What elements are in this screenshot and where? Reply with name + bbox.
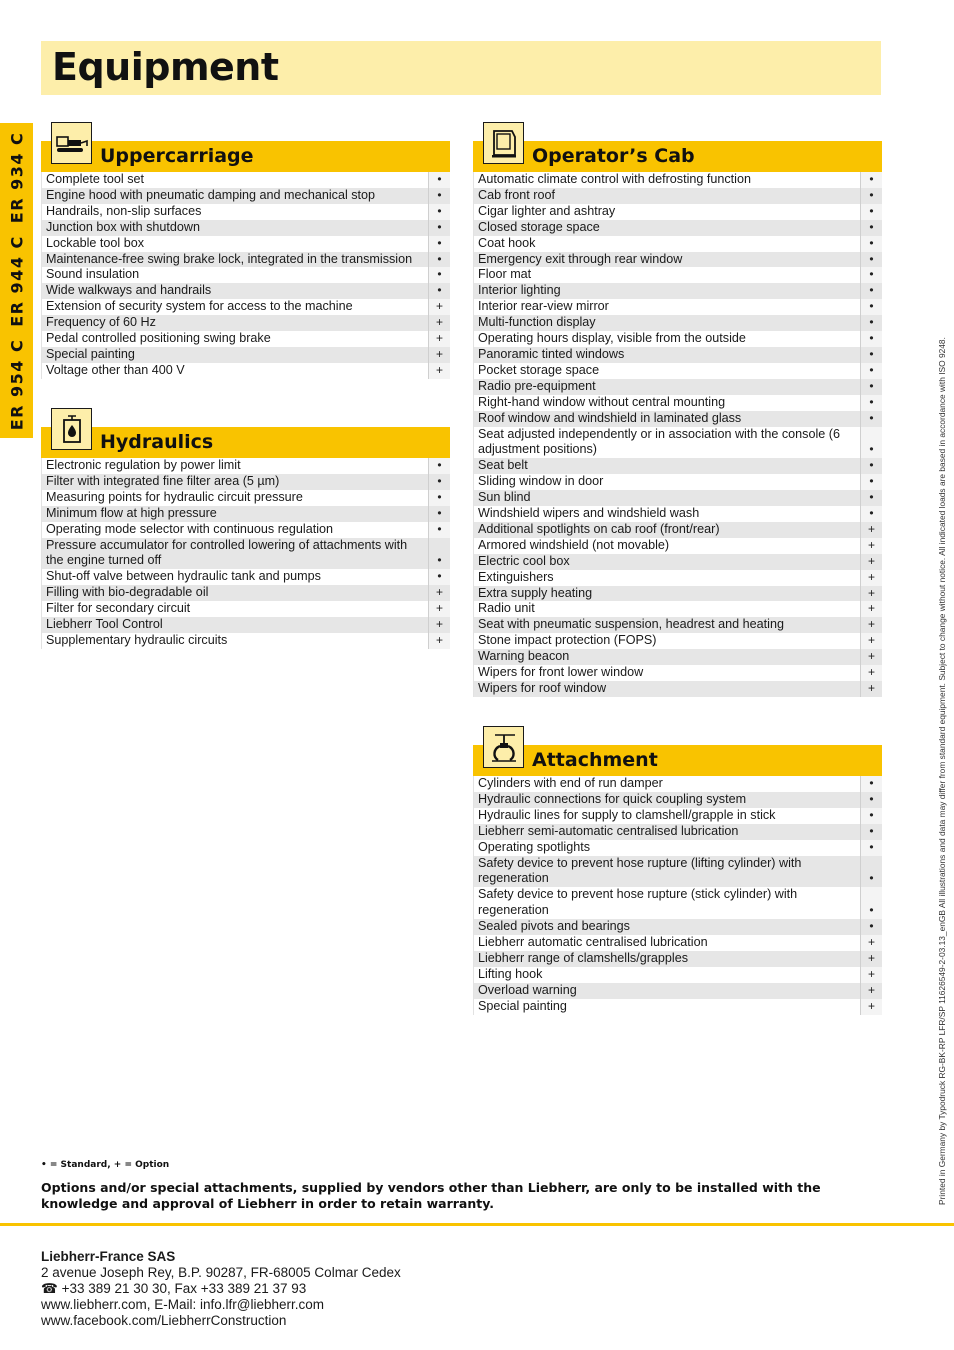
availability-mark: + bbox=[860, 586, 882, 602]
equipment-row bbox=[474, 824, 882, 840]
page-title: Equipment bbox=[52, 45, 279, 89]
cab-icon bbox=[483, 122, 524, 164]
equipment-item: Emergency exit through rear window bbox=[478, 251, 683, 266]
equipment-item: Interior rear-view mirror bbox=[478, 299, 609, 314]
attachment-section bbox=[473, 745, 882, 1015]
equipment-row bbox=[474, 792, 882, 808]
availability-mark: + bbox=[428, 315, 450, 331]
availability-mark: • bbox=[860, 267, 882, 283]
equipment-item: Floor mat bbox=[478, 267, 532, 282]
equipment-row bbox=[474, 538, 882, 554]
equipment-item: Handrails, non-slip surfaces bbox=[46, 203, 202, 218]
equipment-row bbox=[42, 204, 450, 220]
equipment-row bbox=[474, 347, 882, 363]
availability-mark: + bbox=[860, 554, 882, 570]
availability-mark: • bbox=[860, 395, 882, 411]
availability-mark: • bbox=[860, 252, 882, 268]
oil-tank-icon bbox=[51, 408, 92, 450]
model-label: ER 944 C bbox=[7, 234, 26, 327]
equipment-item: Liebherr automatic centralised lubrication bbox=[478, 935, 708, 950]
equipment-item: Sun blind bbox=[478, 490, 531, 505]
equipment-item: Extinguishers bbox=[478, 569, 554, 584]
equipment-item: Multi-function display bbox=[478, 315, 596, 330]
cab-list bbox=[473, 172, 882, 697]
availability-mark: • bbox=[860, 856, 882, 888]
availability-mark: + bbox=[428, 633, 450, 649]
availability-mark: • bbox=[428, 252, 450, 268]
availability-mark: • bbox=[428, 522, 450, 538]
model-label: ER 954 C bbox=[7, 338, 26, 430]
availability-mark: + bbox=[860, 935, 882, 951]
equipment-item: Wide walkways and handrails bbox=[46, 283, 212, 298]
equipment-row bbox=[474, 840, 882, 856]
equipment-item: Cab front roof bbox=[478, 187, 556, 202]
availability-mark: • bbox=[428, 172, 450, 188]
equipment-item: Special painting bbox=[46, 346, 135, 361]
equipment-row bbox=[474, 379, 882, 395]
equipment-item: Safety device to prevent hose rupture (stick cylinder) with regeneration bbox=[478, 887, 798, 918]
equipment-item: Sound insulation bbox=[46, 267, 140, 282]
availability-mark: + bbox=[428, 617, 450, 633]
availability-mark: • bbox=[428, 458, 450, 474]
equipment-row bbox=[474, 283, 882, 299]
equipment-item: Junction box with shutdown bbox=[46, 219, 201, 234]
equipment-row bbox=[474, 236, 882, 252]
equipment-item: Filling with bio-degradable oil bbox=[46, 585, 209, 600]
section-title: Operator’s Cab bbox=[532, 145, 695, 167]
equipment-row bbox=[474, 220, 882, 236]
equipment-row bbox=[42, 522, 450, 538]
equipment-row bbox=[42, 299, 450, 315]
availability-mark: + bbox=[860, 538, 882, 554]
equipment-item: Wipers for roof window bbox=[478, 681, 607, 695]
equipment-row bbox=[474, 204, 882, 220]
equipment-item: Panoramic tinted windows bbox=[478, 346, 625, 361]
equipment-item: Minimum flow at high pressure bbox=[46, 505, 217, 520]
equipment-item: Liebherr Tool Control bbox=[46, 617, 163, 632]
equipment-row bbox=[474, 395, 882, 411]
equipment-row bbox=[42, 188, 450, 204]
equipment-row bbox=[42, 220, 450, 236]
equipment-item: Wipers for front lower window bbox=[478, 665, 644, 680]
equipment-item: Warning beacon bbox=[478, 649, 570, 664]
availability-mark: • bbox=[428, 204, 450, 220]
availability-mark: + bbox=[860, 617, 882, 633]
availability-mark: • bbox=[860, 315, 882, 331]
equipment-item: Complete tool set bbox=[46, 172, 145, 186]
availability-mark: • bbox=[860, 824, 882, 840]
equipment-item: Windshield wipers and windshield wash bbox=[478, 506, 700, 521]
equipment-item: Pressure accumulator for controlled lowering of attachments with the engine turned off bbox=[46, 537, 408, 568]
equipment-row bbox=[42, 490, 450, 506]
equipment-row bbox=[474, 299, 882, 315]
availability-mark: • bbox=[428, 283, 450, 299]
availability-mark: • bbox=[428, 538, 450, 570]
availability-mark: + bbox=[860, 649, 882, 665]
equipment-item: Cigar lighter and ashtray bbox=[478, 203, 616, 218]
equipment-row bbox=[474, 474, 882, 490]
availability-mark: • bbox=[860, 474, 882, 490]
equipment-item: Operating spotlights bbox=[478, 839, 591, 854]
availability-mark: + bbox=[860, 633, 882, 649]
excavator-icon bbox=[51, 122, 92, 164]
equipment-row bbox=[474, 522, 882, 538]
equipment-item: Filter with integrated fine filter area (5 µm) bbox=[46, 473, 280, 488]
availability-mark: • bbox=[860, 776, 882, 792]
availability-mark: + bbox=[860, 522, 882, 538]
availability-mark: + bbox=[428, 347, 450, 363]
footer-divider bbox=[0, 1223, 954, 1226]
equipment-row bbox=[474, 808, 882, 824]
equipment-row bbox=[474, 570, 882, 586]
equipment-row bbox=[42, 585, 450, 601]
print-note: Printed in Germany by Typodruck RG-BK-RP LFR/SP 11626549-2-03.13_enGB All illustrations and data may differ from standard equipment. Subject to change without notice. All indicated loads are based in accordance with ISO 9248. bbox=[937, 337, 947, 1205]
equipment-item: Sliding window in door bbox=[478, 474, 604, 489]
availability-mark: • bbox=[428, 188, 450, 204]
equipment-row bbox=[42, 538, 450, 570]
equipment-item: Automatic climate control with defrosting function bbox=[478, 172, 751, 186]
uppercarriage-list bbox=[41, 172, 450, 379]
availability-mark: • bbox=[860, 490, 882, 506]
equipment-row bbox=[474, 983, 882, 999]
equipment-row bbox=[42, 347, 450, 363]
availability-mark: • bbox=[428, 569, 450, 585]
equipment-row bbox=[474, 363, 882, 379]
availability-mark: + bbox=[428, 331, 450, 347]
company-name: Liebherr-France SAS bbox=[41, 1249, 176, 1264]
availability-mark: • bbox=[860, 887, 882, 919]
attachment-list bbox=[473, 776, 882, 1015]
equipment-item: Lifting hook bbox=[478, 966, 543, 981]
equipment-row bbox=[474, 267, 882, 283]
availability-mark: • bbox=[860, 172, 882, 188]
section-header bbox=[41, 141, 450, 172]
availability-mark: + bbox=[428, 585, 450, 601]
equipment-item: Seat adjusted independently or in association with the console (6 adjustment positions) bbox=[478, 426, 840, 457]
availability-mark: • bbox=[860, 919, 882, 935]
equipment-item: Radio pre-equipment bbox=[478, 378, 596, 393]
equipment-item: Overload warning bbox=[478, 982, 577, 997]
section-header bbox=[41, 427, 450, 458]
availability-mark: • bbox=[860, 283, 882, 299]
equipment-item: Right-hand window without central mounting bbox=[478, 394, 726, 409]
legend: • = Standard, + = Option bbox=[41, 1160, 170, 1170]
equipment-item: Measuring points for hydraulic circuit pressure bbox=[46, 489, 303, 504]
hydraulics-section bbox=[41, 427, 450, 649]
equipment-row bbox=[42, 363, 450, 379]
equipment-row bbox=[42, 172, 450, 188]
equipment-item: Cylinders with end of run damper bbox=[478, 776, 663, 790]
availability-mark: + bbox=[860, 999, 882, 1015]
availability-mark: • bbox=[860, 808, 882, 824]
street-address: 2 avenue Joseph Rey, B.P. 90287, FR-68005 Colmar Cedex bbox=[41, 1265, 401, 1280]
equipment-row bbox=[42, 474, 450, 490]
equipment-item: Hydraulic connections for quick coupling system bbox=[478, 791, 747, 806]
equipment-row bbox=[474, 951, 882, 967]
equipment-item: Radio unit bbox=[478, 601, 535, 616]
equipment-row bbox=[42, 315, 450, 331]
availability-mark: + bbox=[860, 951, 882, 967]
equipment-row bbox=[42, 617, 450, 633]
availability-mark: • bbox=[860, 204, 882, 220]
title-band bbox=[41, 41, 881, 95]
equipment-item: Electric cool box bbox=[478, 553, 570, 568]
equipment-row bbox=[474, 601, 882, 617]
equipment-item: Engine hood with pneumatic damping and mechanical stop bbox=[46, 187, 376, 202]
equipment-item: Lockable tool box bbox=[46, 235, 145, 250]
model-list bbox=[7, 125, 26, 436]
equipment-item: Extra supply heating bbox=[478, 585, 593, 600]
section-title: Hydraulics bbox=[100, 431, 214, 453]
equipment-item: Frequency of 60 Hz bbox=[46, 315, 156, 330]
equipment-item: Operating hours display, visible from the outside bbox=[478, 331, 746, 346]
equipment-item: Hydraulic lines for supply to clamshell/grapple in stick bbox=[478, 807, 776, 822]
availability-mark: • bbox=[860, 411, 882, 427]
availability-mark: • bbox=[860, 331, 882, 347]
availability-mark: + bbox=[860, 967, 882, 983]
equipment-item: Stone impact protection (FOPS) bbox=[478, 633, 657, 648]
availability-mark: • bbox=[860, 347, 882, 363]
equipment-row bbox=[474, 490, 882, 506]
equipment-row bbox=[474, 967, 882, 983]
equipment-row bbox=[474, 188, 882, 204]
availability-mark: + bbox=[428, 601, 450, 617]
availability-mark: • bbox=[860, 506, 882, 522]
availability-mark: • bbox=[860, 458, 882, 474]
availability-mark: • bbox=[860, 363, 882, 379]
availability-mark: + bbox=[428, 299, 450, 315]
equipment-row bbox=[474, 856, 882, 888]
equipment-row bbox=[42, 458, 450, 474]
equipment-row bbox=[474, 172, 882, 188]
equipment-row bbox=[474, 887, 882, 919]
equipment-row bbox=[42, 601, 450, 617]
equipment-item: Liebherr semi-automatic centralised lubrication bbox=[478, 823, 739, 838]
equipment-item: Roof window and windshield in laminated glass bbox=[478, 410, 742, 425]
equipment-item: Armored windshield (not movable) bbox=[478, 537, 670, 552]
equipment-row bbox=[474, 586, 882, 602]
grapple-icon bbox=[483, 726, 524, 768]
equipment-row bbox=[474, 665, 882, 681]
equipment-row bbox=[474, 315, 882, 331]
availability-mark: • bbox=[428, 506, 450, 522]
equipment-row bbox=[42, 283, 450, 299]
equipment-row bbox=[474, 999, 882, 1015]
availability-mark: + bbox=[860, 665, 882, 681]
availability-mark: • bbox=[428, 220, 450, 236]
model-label: ER 934 C bbox=[7, 131, 26, 223]
section-header bbox=[473, 141, 882, 172]
equipment-row bbox=[474, 617, 882, 633]
section-title: Uppercarriage bbox=[100, 145, 254, 167]
equipment-item: Extension of security system for access to the machine bbox=[46, 299, 353, 314]
availability-mark: • bbox=[860, 427, 882, 459]
availability-mark: • bbox=[860, 220, 882, 236]
availability-mark: • bbox=[860, 840, 882, 856]
warranty-disclaimer: Options and/or special attachments, supplied by vendors other than Liebherr, are only to be installed with the knowledge and approval of Liebherr in order to retain warranty. bbox=[41, 1180, 821, 1211]
uppercarriage-section bbox=[41, 141, 450, 379]
model-side-tab bbox=[0, 123, 33, 438]
equipment-row bbox=[42, 569, 450, 585]
equipment-row bbox=[474, 633, 882, 649]
equipment-row bbox=[474, 935, 882, 951]
availability-mark: • bbox=[428, 236, 450, 252]
facebook-link[interactable]: www.facebook.com/LiebherrConstruction bbox=[41, 1313, 287, 1328]
equipment-item: Pocket storage space bbox=[478, 362, 600, 377]
availability-mark: + bbox=[860, 983, 882, 999]
availability-mark: • bbox=[860, 236, 882, 252]
section-title: Attachment bbox=[532, 749, 658, 771]
equipment-item: Maintenance-free swing brake lock, integrated in the transmission bbox=[46, 251, 413, 266]
equipment-row bbox=[42, 506, 450, 522]
web-email[interactable]: www.liebherr.com, E-Mail: info.lfr@liebherr.com bbox=[41, 1297, 325, 1312]
equipment-item: Special painting bbox=[478, 998, 567, 1013]
hydraulics-list bbox=[41, 458, 450, 649]
availability-mark: + bbox=[860, 570, 882, 586]
equipment-item: Shut-off valve between hydraulic tank and pumps bbox=[46, 569, 321, 584]
availability-mark: • bbox=[860, 379, 882, 395]
equipment-row bbox=[474, 649, 882, 665]
availability-mark: • bbox=[860, 299, 882, 315]
equipment-row bbox=[42, 252, 450, 268]
availability-mark: • bbox=[428, 267, 450, 283]
equipment-row bbox=[474, 427, 882, 459]
equipment-row bbox=[42, 331, 450, 347]
equipment-item: Additional spotlights on cab roof (front/rear) bbox=[478, 521, 720, 536]
equipment-item: Operating mode selector with continuous regulation bbox=[46, 521, 334, 536]
equipment-item: Seat belt bbox=[478, 458, 528, 473]
phone-fax: ☎ +33 389 21 30 30, Fax +33 389 21 37 93 bbox=[41, 1281, 307, 1296]
availability-mark: • bbox=[860, 188, 882, 204]
equipment-row bbox=[474, 506, 882, 522]
availability-mark: • bbox=[428, 474, 450, 490]
equipment-row bbox=[474, 919, 882, 935]
equipment-item: Sealed pivots and bearings bbox=[478, 919, 630, 934]
equipment-row bbox=[474, 458, 882, 474]
equipment-item: Safety device to prevent hose rupture (lifting cylinder) with regeneration bbox=[478, 855, 802, 886]
equipment-row bbox=[474, 252, 882, 268]
equipment-row bbox=[474, 554, 882, 570]
availability-mark: + bbox=[428, 363, 450, 379]
equipment-row bbox=[42, 267, 450, 283]
company-address bbox=[41, 1249, 401, 1329]
equipment-row bbox=[474, 331, 882, 347]
availability-mark: + bbox=[860, 681, 882, 697]
equipment-item: Supplementary hydraulic circuits bbox=[46, 632, 228, 647]
availability-mark: • bbox=[428, 490, 450, 506]
equipment-item: Pedal controlled positioning swing brake bbox=[46, 331, 271, 346]
cab-section bbox=[473, 141, 882, 697]
equipment-item: Filter for secondary circuit bbox=[46, 601, 191, 616]
equipment-item: Seat with pneumatic suspension, headrest and heating bbox=[478, 617, 784, 632]
equipment-row bbox=[474, 681, 882, 697]
availability-mark: + bbox=[860, 601, 882, 617]
equipment-row bbox=[42, 236, 450, 252]
equipment-item: Liebherr range of clamshells/grapples bbox=[478, 950, 689, 965]
equipment-item: Voltage other than 400 V bbox=[46, 362, 185, 377]
equipment-row bbox=[42, 633, 450, 649]
section-header bbox=[473, 745, 882, 776]
availability-mark: • bbox=[860, 792, 882, 808]
equipment-row bbox=[474, 411, 882, 427]
equipment-item: Coat hook bbox=[478, 235, 536, 250]
equipment-item: Electronic regulation by power limit bbox=[46, 458, 241, 472]
equipment-item: Interior lighting bbox=[478, 283, 561, 298]
equipment-row bbox=[474, 776, 882, 792]
equipment-item: Closed storage space bbox=[478, 219, 600, 234]
